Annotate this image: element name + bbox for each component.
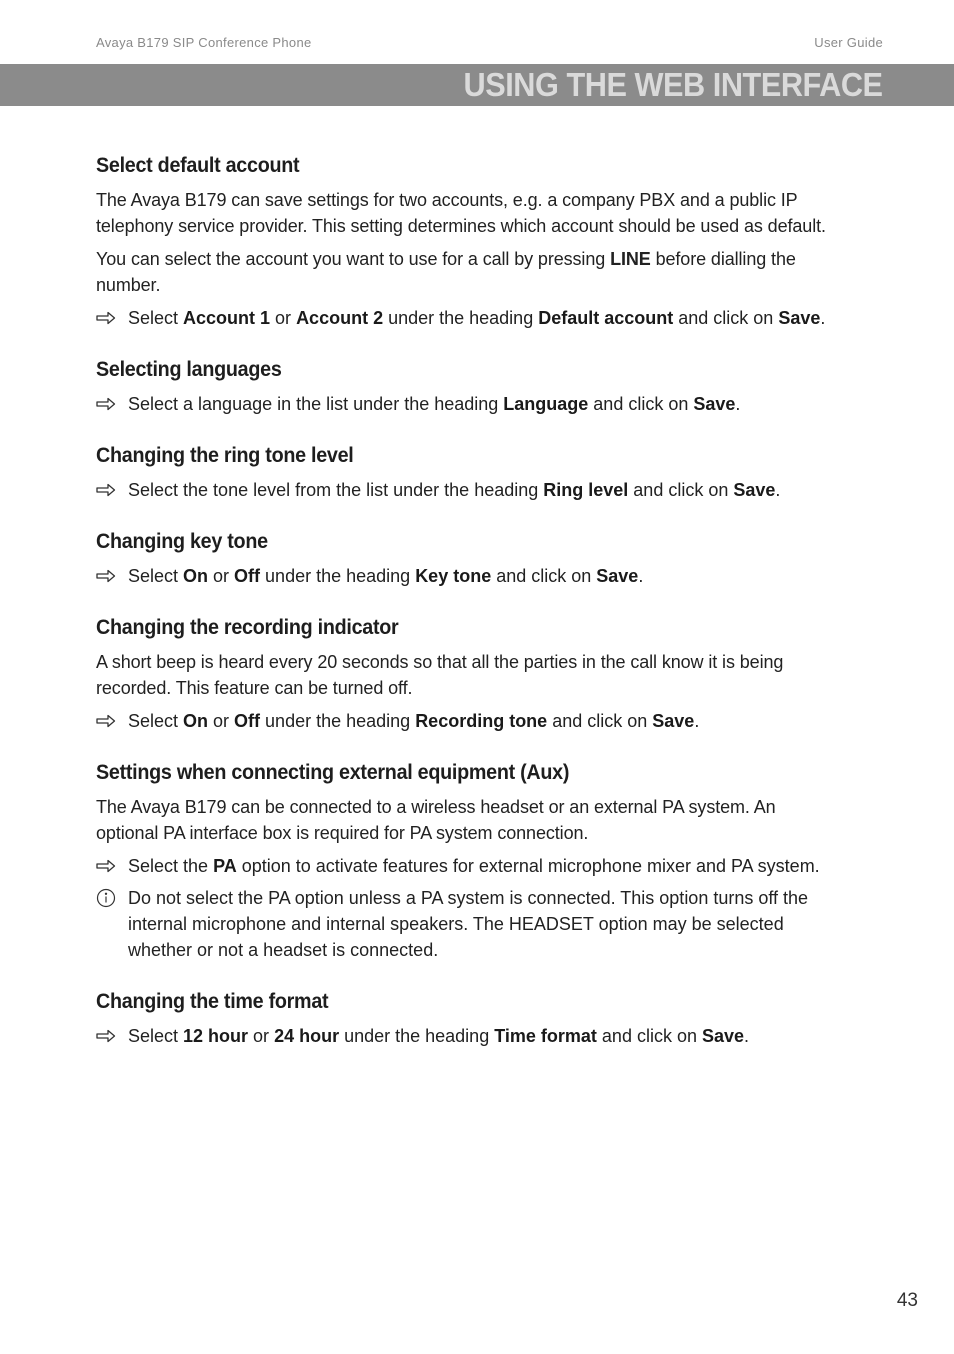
page-number: 43 xyxy=(896,1290,918,1311)
arrow-right-icon xyxy=(96,853,128,879)
emphasis-term: Save xyxy=(778,308,821,328)
emphasis-term: Off xyxy=(234,711,261,731)
emphasis-term: Account 1 xyxy=(183,308,271,328)
instruction-step xyxy=(96,391,836,417)
instruction-step xyxy=(96,853,836,879)
emphasis-term: Default account xyxy=(538,308,674,328)
info-icon xyxy=(96,885,128,911)
section-heading: Changing the recording indicator xyxy=(96,616,399,639)
section-heading: Select default account xyxy=(96,154,300,177)
chapter-banner xyxy=(0,64,954,106)
section xyxy=(96,358,836,417)
emphasis-term: Recording tone xyxy=(415,711,548,731)
arrow-right-icon xyxy=(96,563,128,589)
emphasis-term: Off xyxy=(234,566,261,586)
emphasis-term: On xyxy=(183,566,209,586)
emphasis-term: Save xyxy=(701,1026,745,1046)
instruction-step xyxy=(96,708,836,734)
section-heading: Changing key tone xyxy=(96,530,268,553)
page-content xyxy=(96,154,836,1076)
arrow-right-icon xyxy=(96,477,128,503)
section-heading: Selecting languages xyxy=(96,358,282,381)
step-text: Select On or Off under the heading Key tone and click on Save. xyxy=(128,566,644,586)
emphasis-term: Save xyxy=(733,480,776,500)
instruction-step xyxy=(96,477,836,503)
body-paragraph: A short beep is heard every 20 seconds so that all the parties in the call know it is being recorded. This feature can be turned off. xyxy=(96,652,784,698)
section xyxy=(96,616,836,734)
emphasis-term: PA xyxy=(213,856,237,876)
arrow-right-icon xyxy=(96,708,128,734)
running-header xyxy=(96,35,883,50)
section xyxy=(96,530,836,589)
body-paragraph: The Avaya B179 can save settings for two accounts, e.g. a company PBX and a public IP telephony service provider. This setting determines which account should be used as default. xyxy=(96,190,826,236)
emphasis-term: Ring level xyxy=(543,480,629,500)
emphasis-term: Key tone xyxy=(415,566,492,586)
emphasis-term: Save xyxy=(596,566,639,586)
body-paragraph: The Avaya B179 can be connected to a wireless headset or an external PA system. An optional PA interface box is required for PA system connection. xyxy=(96,797,776,843)
section-heading: Changing the time format xyxy=(96,990,329,1013)
arrow-right-icon xyxy=(96,1023,128,1049)
document-type: User Guide xyxy=(814,35,883,50)
section xyxy=(96,761,836,963)
emphasis-term: Save xyxy=(652,711,695,731)
instruction-step xyxy=(96,1023,836,1049)
step-text: Select the PA option to activate features for external microphone mixer and PA system. xyxy=(128,856,820,876)
section-heading: Changing the ring tone level xyxy=(96,444,354,467)
emphasis-term: 24 hour xyxy=(274,1026,340,1046)
step-text: Select the tone level from the list under the heading Ring level and click on Save. xyxy=(128,480,781,500)
body-paragraph: You can select the account you want to use for a call by pressing LINE before dialling the number. xyxy=(96,249,796,295)
section xyxy=(96,990,836,1049)
arrow-right-icon xyxy=(96,305,128,331)
emphasis-term: Account 2 xyxy=(296,308,384,328)
section-heading: Settings when connecting external equipment (Aux) xyxy=(96,761,570,784)
note-text: Do not select the PA option unless a PA system is connected. This option turns off the internal microphone and internal speakers. The HEADSET option may be selected whether or not a headset is connected. xyxy=(128,888,809,960)
emphasis-term: Save xyxy=(693,394,736,414)
step-text: Select On or Off under the heading Recording tone and click on Save. xyxy=(128,711,700,731)
note xyxy=(96,885,836,963)
instruction-step xyxy=(96,305,836,331)
section xyxy=(96,444,836,503)
emphasis-term: LINE xyxy=(610,249,651,269)
emphasis-term: Time format xyxy=(494,1026,597,1046)
section xyxy=(96,154,836,331)
chapter-title: USING THE WEB INTERFACE xyxy=(464,66,883,103)
step-text: Select 12 hour or 24 hour under the heading Time format and click on Save. xyxy=(128,1026,750,1046)
step-text: Select Account 1 or Account 2 under the heading Default account and click on Save. xyxy=(128,308,826,328)
instruction-step xyxy=(96,563,836,589)
document-title: Avaya B179 SIP Conference Phone xyxy=(96,35,312,50)
emphasis-term: 12 hour xyxy=(183,1026,249,1046)
step-text: Select a language in the list under the heading Language and click on Save. xyxy=(128,394,741,414)
emphasis-term: On xyxy=(183,711,209,731)
emphasis-term: Language xyxy=(503,394,589,414)
arrow-right-icon xyxy=(96,391,128,417)
